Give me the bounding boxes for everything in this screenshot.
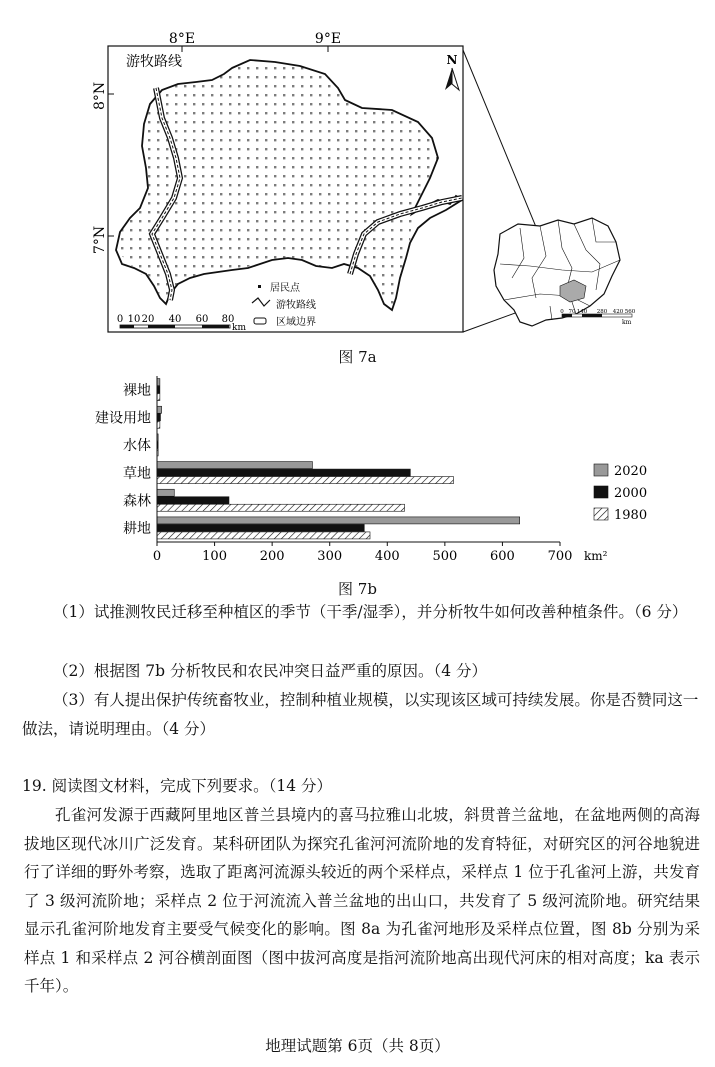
map-inset-title: 游牧路线 [126,54,182,70]
category-label: 裸地 [123,382,151,399]
bar-2000 [157,524,364,531]
svg-text:km: km [232,323,246,333]
svg-text:10: 10 [127,314,141,325]
lat-label-8n: 8°N [92,81,108,110]
x-tick-label: 600 [490,549,515,564]
svg-text:60: 60 [195,314,209,325]
inset-locator-map [494,218,636,326]
chart-bars [157,379,520,539]
question-3: （3）有人提出保护传统畜牧业，控制种植业规模，以实现该区域可持续发展。你是否赞同这一做法，请说明理由。（4 分） [22,691,699,738]
lon-label-9e: 9°E [314,31,342,47]
legend-boundary: 区域边界 [276,317,316,328]
x-axis-unit: km² [584,549,608,563]
page-footer: 地理试题第 6页（共 8页） [265,1037,450,1055]
bar-2020 [157,462,312,469]
svg-text:40: 40 [168,314,182,325]
figure-7a-map [92,28,640,348]
chart-legend [594,464,647,523]
legend-label-2000: 2000 [614,486,648,501]
bar-2000 [157,469,410,476]
bar-2000 [157,497,229,504]
bar-1980 [157,504,405,511]
chart-svg [80,372,680,577]
category-label: 水体 [123,438,151,455]
legend-label-1980: 1980 [614,508,648,523]
lon-label-8e: 8°E [168,31,196,47]
figure-7b-chart [80,372,680,577]
x-tick-label: 0 [152,549,162,564]
question-19-heading: 19. 阅读图文材料，完成下列要求。（14 分） [22,777,332,795]
legend-swatch-1980 [594,508,608,520]
svg-text:0: 0 [560,309,564,315]
legend-swatch-2000 [594,486,608,498]
bar-1980 [157,477,453,484]
figure-7a-caption: 图 7a [338,348,377,366]
question-1: （1）试推测牧民迁移至种植区的季节（干季/湿季），并分析牧牛如何改善种植条件。（6 分） [53,603,688,621]
lat-label-7n: 7°N [92,225,108,254]
bar-2020 [157,406,162,413]
bar-1980 [157,532,370,539]
legend-settlement: 居民点 [270,283,300,294]
svg-text:560: 560 [624,309,636,315]
legend-label-2020: 2020 [614,464,648,479]
x-tick-label: 300 [317,549,343,564]
x-tick-label: 500 [432,549,458,564]
chart-category-labels [95,382,151,537]
category-label: 草地 [123,465,151,482]
question-19-body: 孔雀河发源于西藏阿里地区普兰县境内的喜马拉雅山北坡，斜贯普兰盆地，在盆地两侧的高海拔地区现代冰川广泛发育。某科研团队为探究孔雀河河流阶地的发育特征，对研究区的河谷地貌进行了详细的野外考察，选取了距离河流源头较近的两个采样点，采样点 1 位于孔雀河上游，共发育了 3 级河流阶地；采样点 2 位于河流流入普兰盆地的出山口，共发育了 5 级河流阶地。研究结果显示孔雀河阶地发育主要受气候变化的影响。图 8a 为孔雀河地形及采样点位置，图 8b 分别为采样点 1 和采样点 2 河谷横剖面图（图中拔河高度是指河流阶地高出现代河床的相对高度；ka 表示千年）。 [24,806,700,995]
svg-text:280: 280 [596,309,608,315]
x-tick-label: 400 [374,549,400,564]
settlement-legend-icon [258,285,261,288]
chart-x-ticks [153,542,573,564]
category-label: 耕地 [123,521,151,538]
question-2: （2）根据图 7b 分析牧民和农民冲突日益严重的原因。（4 分） [53,662,488,680]
bar-2000 [157,414,160,421]
svg-text:km: km [622,319,632,326]
x-tick-label: 200 [259,549,285,564]
bar-2020 [157,517,520,524]
svg-text:0: 0 [116,314,124,325]
svg-text:420: 420 [612,309,624,315]
legend-route: 游牧路线 [276,300,316,311]
legend-swatch-2020 [594,464,608,476]
bar-2020 [157,489,174,496]
map-svg [92,28,640,348]
category-label: 森林 [123,493,151,510]
category-label: 建设用地 [95,410,151,427]
svg-text:70: 70 [568,309,576,315]
svg-text:20: 20 [141,314,155,325]
x-tick-label: 700 [547,549,573,564]
svg-text:N: N [446,53,458,67]
svg-text:80: 80 [221,314,235,325]
figure-7b-caption: 图 7b [338,580,377,598]
svg-text:140: 140 [576,309,588,315]
x-tick-label: 100 [202,549,227,564]
